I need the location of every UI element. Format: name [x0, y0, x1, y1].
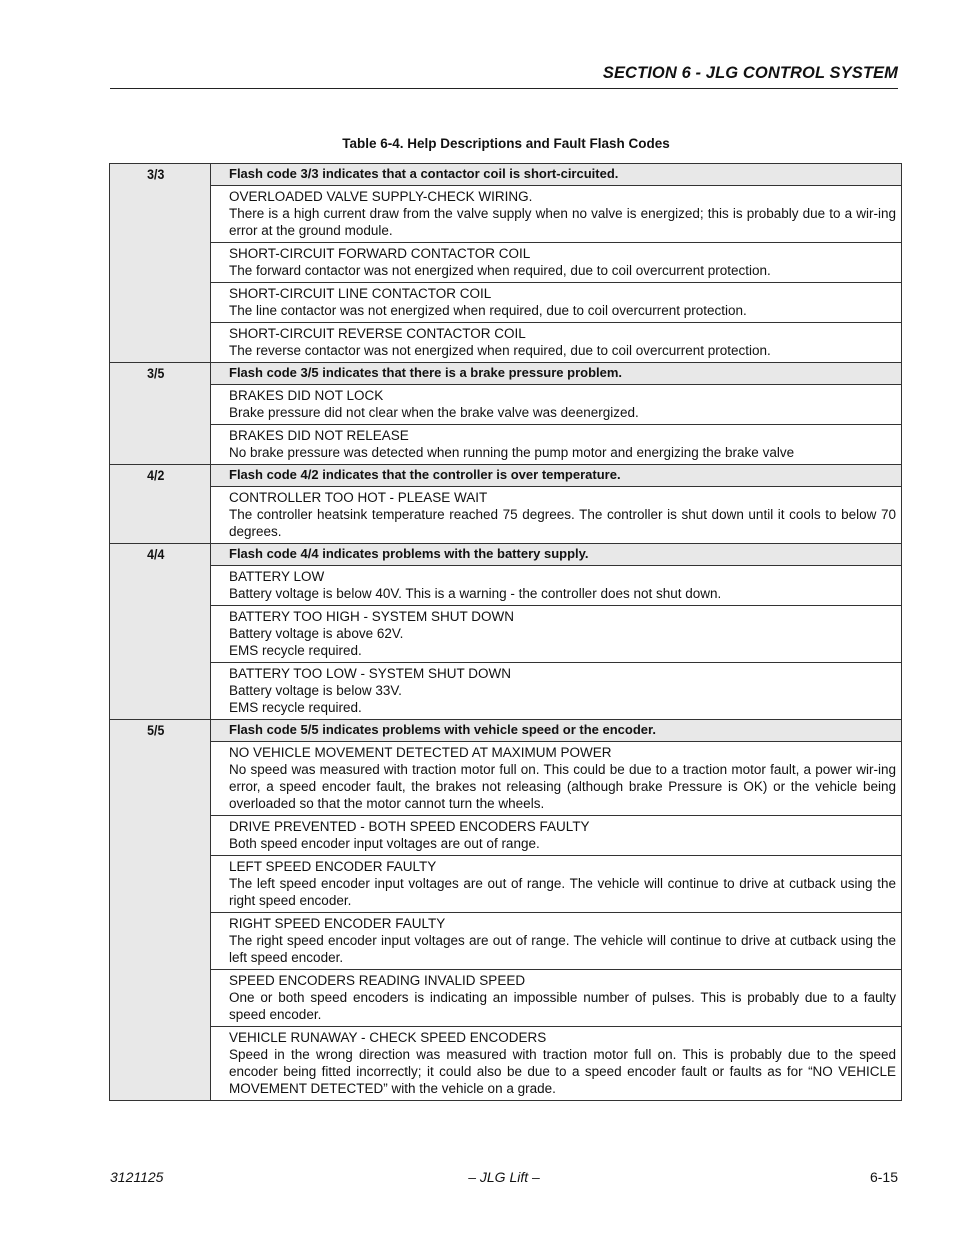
fault-description-cell: [211, 816, 902, 856]
fault-title: BRAKES DID NOT LOCK: [229, 388, 384, 403]
fault-description: No brake pressure was detected when running the pump motor and energizing the brake valve: [229, 445, 795, 460]
fault-description: Battery voltage is above 62V.: [229, 626, 404, 641]
fault-description: Both speed encoder input voltages are out of range.: [229, 836, 540, 851]
flash-code-heading: Flash code 3/3 indicates that a contactor coil is short-circuited.: [211, 164, 902, 186]
fault-title: BRAKES DID NOT RELEASE: [229, 428, 409, 443]
flash-code: 4/4: [147, 546, 165, 562]
fault-title: NO VEHICLE MOVEMENT DETECTED AT MAXIMUM POWER: [229, 745, 612, 760]
fault-row: [110, 913, 902, 970]
flash-code-cell: [110, 465, 211, 544]
table-title: Table 6-4. Help Descriptions and Fault Flash Codes: [342, 136, 670, 151]
fault-row: [110, 323, 902, 363]
flash-code: 3/5: [147, 365, 165, 381]
footer-brand: – JLG Lift –: [468, 1169, 540, 1185]
fault-description-cell: [211, 913, 902, 970]
fault-description-cell: [211, 243, 902, 283]
fault-row: [110, 243, 902, 283]
flash-code-heading: Flash code 3/5 indicates that there is a brake pressure problem.: [211, 363, 902, 385]
fault-description: The left speed encoder input voltages are out of range. The vehicle will continue to drive at cutback using the right speed encoder.: [229, 876, 896, 908]
flash-code-heading: Flash code 4/4 indicates problems with the battery supply.: [211, 544, 902, 566]
flash-code-heading: Flash code 4/2 indicates that the controller is over temperature.: [211, 465, 902, 487]
fault-row: [110, 186, 902, 243]
fault-title: DRIVE PREVENTED - BOTH SPEED ENCODERS FAULTY: [229, 819, 590, 834]
flash-code-group-row: [110, 164, 902, 186]
fault-description: The controller heatsink temperature reached 75 degrees. The controller is shut down until it cools to below 70 degrees.: [229, 507, 896, 539]
fault-description: No speed was measured with traction motor full on. This could be due to a traction motor fault, a power wir-ing error, a speed encoder fault, the brakes not releasing (although brake Pressure is OK) or the vehicle being overloaded so that the motor cannot turn the wheels.: [229, 762, 896, 811]
fault-description-cell: [211, 385, 902, 425]
fault-description: EMS recycle required.: [229, 643, 362, 658]
fault-description: The reverse contactor was not energized when required, due to coil overcurrent protection.: [229, 343, 771, 358]
fault-title: BATTERY TOO LOW - SYSTEM SHUT DOWN: [229, 666, 512, 681]
fault-description: Brake pressure did not clear when the brake valve was deenergized.: [229, 405, 639, 420]
fault-title: SPEED ENCODERS READING INVALID SPEED: [229, 973, 526, 988]
fault-row: [110, 606, 902, 663]
footer-doc-number: 3121125: [110, 1169, 164, 1185]
fault-row: [110, 385, 902, 425]
fault-description: Battery voltage is below 40V. This is a warning - the controller does not shut down.: [229, 586, 722, 601]
fault-title: SHORT-CIRCUIT REVERSE CONTACTOR COIL: [229, 326, 526, 341]
fault-title: VEHICLE RUNAWAY - CHECK SPEED ENCODERS: [229, 1030, 547, 1045]
fault-row: [110, 566, 902, 606]
fault-row: [110, 970, 902, 1027]
fault-description: The forward contactor was not energized when required, due to coil overcurrent protection.: [229, 263, 771, 278]
fault-code-table: [109, 163, 902, 1101]
flash-code-cell: [110, 363, 211, 465]
fault-description: EMS recycle required.: [229, 700, 362, 715]
fault-description: The right speed encoder input voltages are out of range. The vehicle will continue to drive at cutback using the left speed encoder.: [229, 933, 896, 965]
flash-code-group-row: [110, 720, 902, 742]
flash-code-group-row: [110, 544, 902, 566]
fault-description: Battery voltage is below 33V.: [229, 683, 402, 698]
fault-title: BATTERY LOW: [229, 569, 325, 584]
header-rule: [110, 88, 898, 89]
section-title: SECTION 6 - JLG CONTROL SYSTEM: [602, 64, 898, 82]
fault-title: CONTROLLER TOO HOT - PLEASE WAIT: [229, 490, 488, 505]
fault-description-cell: [211, 566, 902, 606]
fault-description: There is a high current draw from the valve supply when no valve is energized; this is probably due to a wir-ing error at the ground module.: [229, 206, 896, 238]
fault-row: [110, 283, 902, 323]
flash-code-cell: [110, 720, 211, 1101]
fault-title: LEFT SPEED ENCODER FAULTY: [229, 859, 437, 874]
fault-row: [110, 816, 902, 856]
fault-row: [110, 663, 902, 720]
fault-row: [110, 742, 902, 816]
footer-page-number: 6-15: [869, 1169, 898, 1185]
fault-description: Speed in the wrong direction was measured with traction motor full on. This is probably due to the speed encoder being fitted incorrectly; it could also be due to a speed encoder fault or faults as for “NO VEHICLE MOVEMENT DETECTED” with the vehicle on a grade.: [229, 1047, 896, 1096]
fault-description-cell: [211, 856, 902, 913]
flash-code-group-row: [110, 363, 902, 385]
fault-row: [110, 1027, 902, 1101]
flash-code-group-row: [110, 465, 902, 487]
fault-title: BATTERY TOO HIGH - SYSTEM SHUT DOWN: [229, 609, 515, 624]
fault-title: SHORT-CIRCUIT LINE CONTACTOR COIL: [229, 286, 492, 301]
fault-description-cell: [211, 487, 902, 544]
fault-code-table-body: [110, 164, 902, 1101]
fault-description-cell: [211, 742, 902, 816]
fault-description-cell: [211, 283, 902, 323]
fault-row: [110, 856, 902, 913]
fault-description-cell: [211, 1027, 902, 1101]
flash-code-cell: [110, 164, 211, 363]
fault-description-cell: [211, 970, 902, 1027]
fault-row: [110, 487, 902, 544]
fault-description-cell: [211, 323, 902, 363]
fault-row: [110, 425, 902, 465]
fault-description-cell: [211, 425, 902, 465]
flash-code-cell: [110, 544, 211, 720]
fault-title: OVERLOADED VALVE SUPPLY-CHECK WIRING.: [229, 189, 533, 204]
fault-description-cell: [211, 186, 902, 243]
fault-description-cell: [211, 606, 902, 663]
fault-description-cell: [211, 663, 902, 720]
fault-description: One or both speed encoders is indicating an impossible number of pulses. This is probably due to a faulty speed encoder.: [229, 990, 896, 1022]
flash-code: 4/2: [147, 467, 165, 483]
flash-code: 5/5: [147, 722, 165, 738]
fault-title: RIGHT SPEED ENCODER FAULTY: [229, 916, 446, 931]
fault-title: SHORT-CIRCUIT FORWARD CONTACTOR COIL: [229, 246, 531, 261]
flash-code-heading: Flash code 5/5 indicates problems with vehicle speed or the encoder.: [211, 720, 902, 742]
flash-code: 3/3: [147, 166, 165, 182]
fault-description: The line contactor was not energized when required, due to coil overcurrent protection.: [229, 303, 747, 318]
